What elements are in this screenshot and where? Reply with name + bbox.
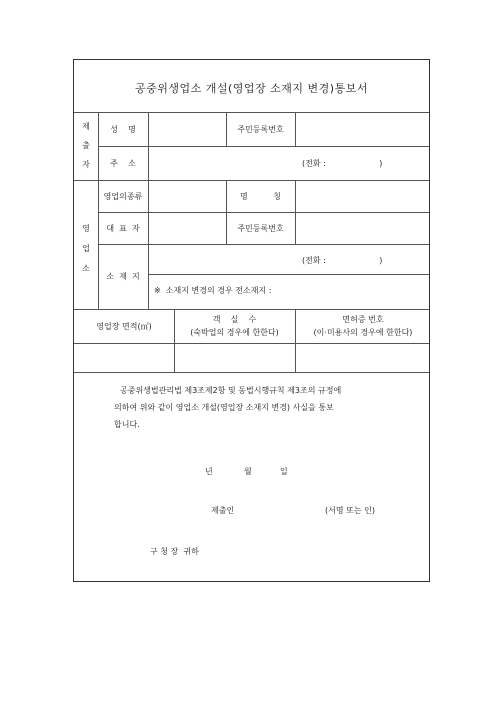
license-note: (이·미용사의 경우에 한한다) (313, 328, 413, 337)
business-name-label: 명 칭 (240, 192, 281, 201)
business-name-field[interactable] (297, 184, 427, 208)
rule-biz-end (74, 309, 429, 310)
date-month-label: 월 (244, 467, 252, 476)
rrn-field[interactable] (297, 118, 427, 142)
rule-v-field (148, 112, 149, 309)
rule-v-biz-mid (226, 180, 227, 244)
license-field[interactable] (297, 347, 427, 369)
submitter-label-2: 출 (82, 141, 90, 150)
business-label-2: 업 (82, 244, 90, 253)
address-field[interactable] (150, 152, 300, 176)
rule-top (74, 112, 429, 113)
rule-v-sub-mid2 (295, 112, 296, 146)
representative-rrn-field[interactable] (297, 216, 427, 240)
date-year-label: 년 (205, 467, 213, 476)
area-field[interactable] (76, 347, 172, 369)
business-type-label: 영업의종류 (103, 192, 143, 201)
signature-field[interactable] (249, 500, 319, 518)
rule-area-end (74, 372, 429, 373)
addressee: 구 청 장 귀하 (150, 547, 199, 556)
date-day-label: 일 (280, 467, 288, 476)
business-phone: (전화 : ) (302, 256, 383, 265)
name-label: 성 명 (110, 125, 136, 134)
rooms-field[interactable] (176, 347, 293, 369)
location-label: 소 재 지 (106, 272, 140, 281)
statement-line-3: 합니다. (114, 420, 140, 429)
submitter-label-3: 자 (82, 160, 90, 169)
submitter-signature-label: 제출인 (211, 506, 235, 515)
business-label-1: 영 (82, 224, 90, 233)
representative-field[interactable] (150, 216, 224, 240)
rule-area1 (74, 343, 429, 344)
submitter-label-1: 제 (82, 122, 90, 131)
business-type-field[interactable] (150, 184, 224, 208)
signature-note: (서명 또는 인) (325, 506, 375, 515)
rooms-label: 객 실 수 (212, 315, 257, 324)
previous-location-note: ※ 소재지 변경의 경우 전소재지 : (154, 286, 272, 295)
form-frame (73, 59, 430, 582)
submitter-phone: (전화 : ) (302, 159, 383, 168)
statement-line-2: 의하여 위와 같이 영업소 개설(영업장 소재지 변경) 사실을 통보 (114, 403, 334, 412)
address-label: 주 소 (110, 159, 136, 168)
rule-biz3 (148, 274, 429, 275)
location-field[interactable] (150, 248, 300, 272)
business-label-3: 소 (82, 264, 90, 273)
rule-sub-end (74, 180, 429, 181)
rooms-note: (숙박업의 경우에 한한다) (190, 328, 279, 337)
rrn-label: 주민등록번호 (237, 125, 284, 134)
statement-line-1: 공중위생법관리법 제3조제2항 및 동법시행규칙 제3조의 규정에 (120, 386, 342, 395)
area-label: 영업장 면적(㎡) (96, 322, 152, 331)
form-title: 공중위생업소 개설(영업장 소재지 변경)통보서 (135, 82, 368, 95)
representative-rrn-label: 주민등록번호 (237, 224, 284, 233)
representative-label: 대 표 자 (106, 224, 140, 233)
rule-v-biz-mid2 (295, 180, 296, 244)
name-field[interactable] (150, 118, 224, 142)
license-label: 면허증 번호 (342, 315, 384, 324)
